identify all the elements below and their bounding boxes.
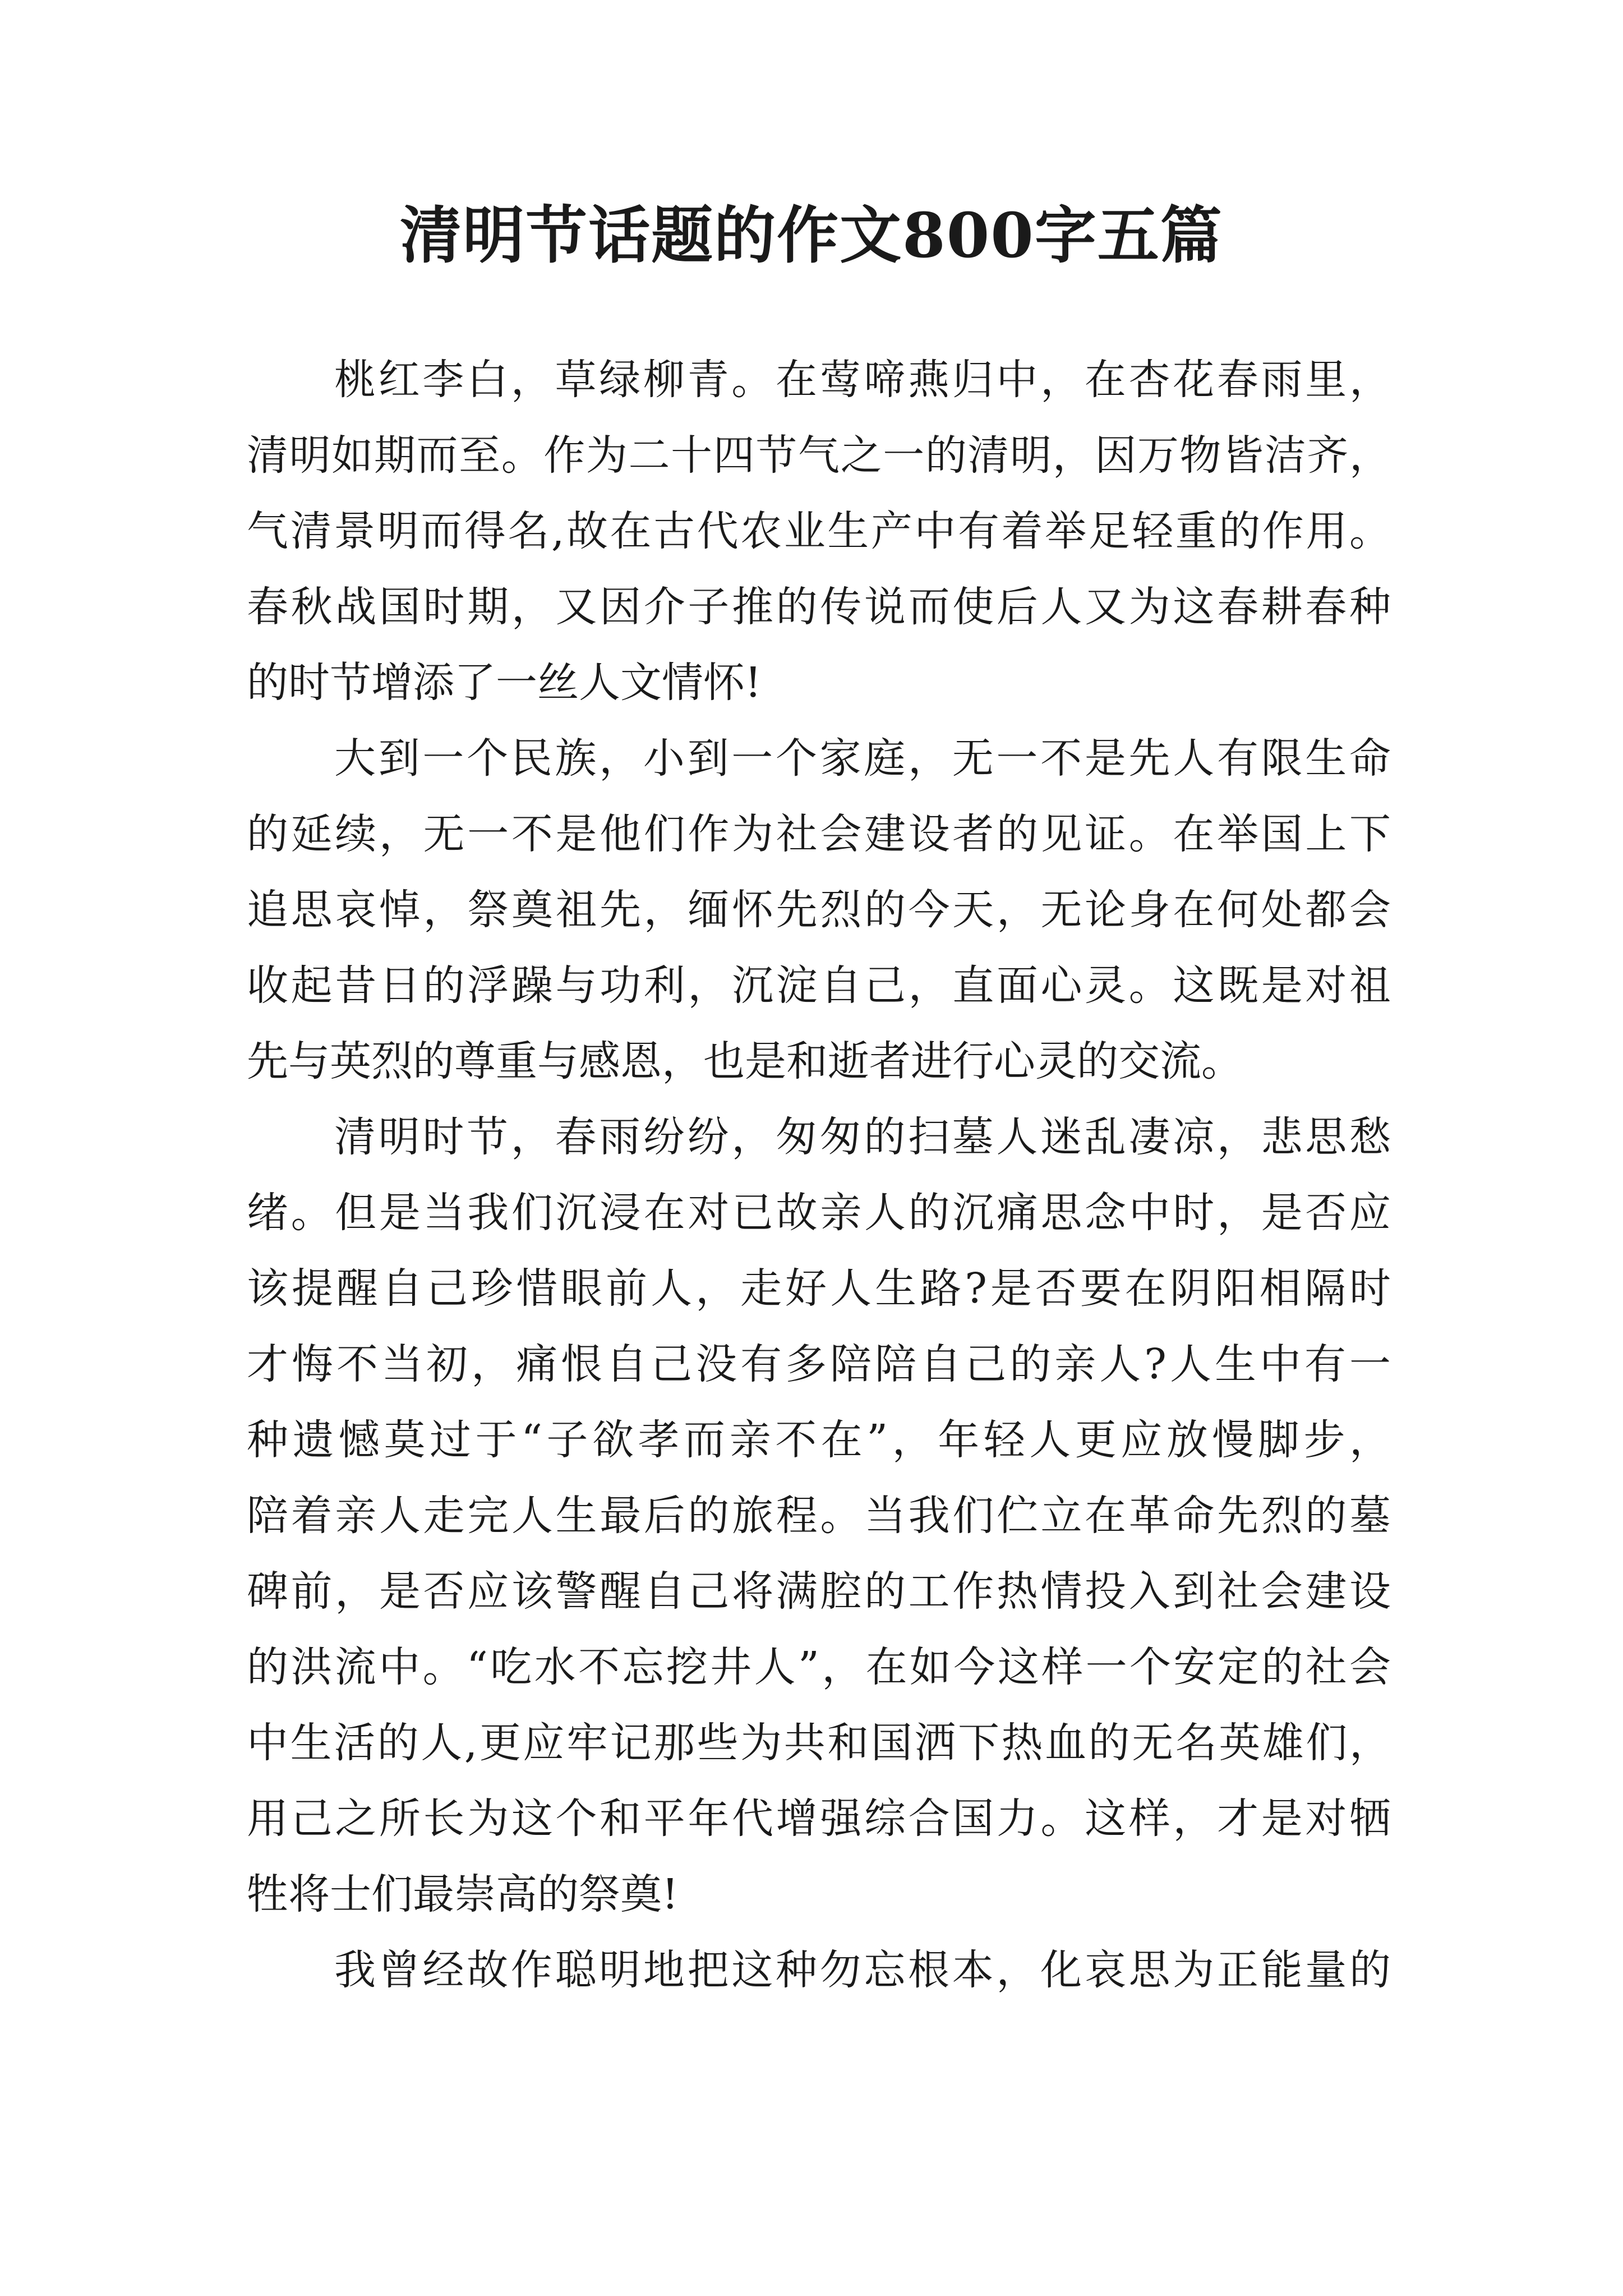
text-line: 清明时节，春雨纷纷，匆匆的扫墓人迷乱凄凉，悲思愁: [334, 1113, 1391, 1161]
text-line: 牲将士们最崇高的祭奠!: [247, 1870, 679, 1918]
text-line: 春秋战国时期，又因介子推的传说而使后人又为这春耕春种: [247, 583, 1391, 631]
text-line: 用己之所长为这个和平年代增强综合国力。这样，才是对牺: [247, 1795, 1391, 1843]
text-line: 清明如期而至。作为二十四节气之一的清明，因万物皆洁齐，: [247, 431, 1391, 480]
text-line: 的时节增添了一丝人文情怀!: [247, 659, 762, 707]
document-title: 清明节话题的作文800字五篇: [400, 199, 1223, 272]
text-line: 陪着亲人走完人生最后的旅程。当我们伫立在革命先烈的墓: [247, 1492, 1391, 1540]
text-line: 的洪流中。“吃水不忘挖井人”，在如今这样一个安定的社会: [247, 1643, 1391, 1691]
text-line: 种遗憾莫过于“子欲孝而亲不在”，年轻人更应放慢脚步，: [247, 1416, 1391, 1464]
text-line: 气清景明而得名,故在古代农业生产中有着举足轻重的作用。: [247, 507, 1391, 555]
text-line: 才悔不当初，痛恨自己没有多陪陪自己的亲人?人生中有一: [247, 1340, 1391, 1388]
text-line: 追思哀悼，祭奠祖先，缅怀先烈的今天，无论身在何处都会: [247, 886, 1391, 934]
text-line: 碑前，是否应该警醒自己将满腔的工作热情投入到社会建设: [247, 1567, 1391, 1616]
text-line: 收起昔日的浮躁与功利，沉淀自己，直面心灵。这既是对祖: [247, 961, 1391, 1010]
text-line: 先与英烈的尊重与感恩，也是和逝者进行心灵的交流。: [247, 1037, 1243, 1085]
text-line: 绪。但是当我们沉浸在对已故亲人的沉痛思念中时，是否应: [247, 1189, 1391, 1237]
text-line: 该提醒自己珍惜眼前人，走好人生路?是否要在阴阳相隔时: [247, 1264, 1391, 1313]
text-line: 的延续，无一不是他们作为社会建设者的见证。在举国上下: [247, 810, 1391, 858]
text-line: 大到一个民族，小到一个家庭，无一不是先人有限生命: [334, 734, 1391, 783]
document-body: [247, 342, 1391, 2008]
text-line: 中生活的人,更应牢记那些为共和国洒下热血的无名英雄们，: [247, 1719, 1391, 1767]
text-line: 桃红李白，草绿柳青。在莺啼燕归中，在杏花春雨里，: [334, 356, 1391, 404]
text-line: 我曾经故作聪明地把这种勿忘根本，化哀思为正能量的: [334, 1946, 1391, 1994]
